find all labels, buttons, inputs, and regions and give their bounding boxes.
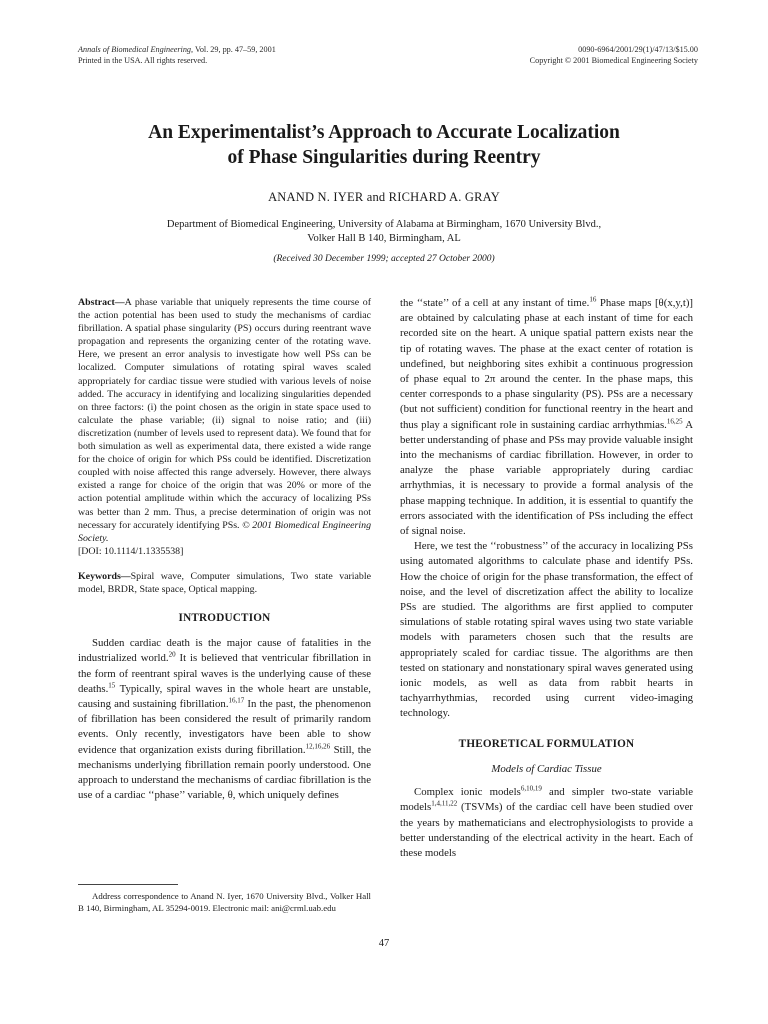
citation: 20 <box>168 650 176 659</box>
running-header-left <box>78 44 408 66</box>
section-heading-theoretical: THEORETICAL FORMULATION <box>458 737 635 750</box>
keywords-label: Keywords— <box>78 570 131 582</box>
text-run: the ‘‘state’’ of a cell at any instant of time. <box>400 297 590 309</box>
volume-info: Vol. 29, pp. 47–59, 2001 <box>194 45 276 54</box>
doi: [DOI: 10.1114/1.1335538] <box>78 545 184 557</box>
page-number: 47 <box>378 938 390 949</box>
right-column <box>400 296 693 861</box>
text-run: Typically, spiral waves in the whole heart are unstable, causing and sustaining fibrillation. <box>78 682 371 711</box>
abstract-label: Abstract— <box>78 297 125 308</box>
text-run: Phase maps [θ(x,y,t)] are obtained by calculating phase at each instant of time for each recorded site on the heart. A unique spatial pattern exists near the tip of rotating waves. The phase at the exact center of rotation is undefined, but neighboring sites exhibit a continuous progression of phase equal to 2π around the center. In the phase maps, this center corresponds to a phase singularity (PS). PSs are a necessary (but not sufficient) condition for functional reentry in the heart and thus play a significant role in sustaining cardiac arrhythmias. <box>400 297 694 431</box>
citation: 1,4,11,22 <box>431 799 458 808</box>
title-line-2: of Phase Singularities during Reentry <box>227 147 541 168</box>
abstract <box>78 296 371 558</box>
text-run: (TSVMs) of the cardiac cell have been studied over the years by mathematicians and electrophysiologists to provide a better understanding of the electrical activity in the heart. Each of these models <box>400 801 693 859</box>
received-dates: (Received 30 December 1999; accepted 27 October 2000) <box>273 254 495 264</box>
body-paragraph: Here, we test the ‘‘robustness’’ of the accuracy in localizing PSs using automated algorithms to calculate phase and identify PSs. How the choice of origin for the phase transformation, the effect of noise, and the level of discretization affect the ability to localize PSs are studied. The algorithms are first applied to computer simulations of stable rotating spiral waves using two state variable models with parameters chosen such that the results are appropriately scaled for cardiac tissue. The algorithms are then tested on stationary and nonstationary spiral waves generated using ionic models, as well as data from rabbit hearts in tachyarrhythmias, recorded using current video-imaging technology. <box>400 540 693 720</box>
abstract-copyright: © 2001 Biomedical Engineering Society. <box>78 519 372 544</box>
text-run: and simpler two-state variable models <box>400 786 694 814</box>
issn-code: 0090-6964/2001/29(1)/47/13/$15.00 <box>578 45 698 54</box>
abstract-text: A phase variable that uniquely represents the time course of the action potential has been used to study the mechanisms of cardiac fibrillation. A spatial phase singularity (PS) occurs during reentrant wave propagation and represents the organizing center of the rotating wave. Here, we present an error analysis to investigate how well PSs can be localized. Computer simulations of rotating spiral waves scaled appropriately for cardiac tissue were studied with various levels of noise added. The accuracy in identifying and localizing singularities depended on three factors: (i) the point chosen as the origin in state space used to calculate the phase variable; (ii) signal to noise ratio; and (iii) discretization (number of levels used to represent data). We found that for both simulation as well as experimental data, there existed a wide range for the choice of origin for which PSs could be identified. Discretization coupled with noise affected this range adversely. However, there always existed a range for choice of the origin that was 20% or more of the action potential amplitude within which the accuracy of localizing PSs was better than 2 mm. Thus, a precise determination of origin was not necessary for accurately identifying PSs. <box>78 297 371 531</box>
title-line-1: An Experimentalist’s Approach to Accurate Localization <box>148 122 620 143</box>
printed-note: Printed in the USA. All rights reserved. <box>78 56 208 65</box>
affiliation-line-1: Department of Biomedical Engineering, University of Alabama at Birmingham, 1670 University Blvd., <box>166 219 602 230</box>
header-copyright: Copyright © 2001 Biomedical Engineering Society <box>529 56 698 65</box>
text-run: Sudden cardiac death is the major cause of fatalities in the industrialized world. <box>78 637 371 665</box>
text-run: It is believed that ventricular fibrillation in the form of reentrant spiral waves is the underlying cause of these deaths. <box>78 652 371 695</box>
section-heading-introduction: INTRODUCTION <box>178 612 271 625</box>
text-run: Still, the mechanisms underlying fibrillation remain poorly understood. One approach to understand the mechanisms of cardiac fibrillation is the use of a cardiac ‘‘phase’’ variable, θ, which uniquely defines <box>78 743 371 802</box>
affiliation-line-2: Volker Hall B 140, Birmingham, AL <box>307 233 461 244</box>
keywords <box>78 570 371 596</box>
correspondence-footnote: Address correspondence to Anand N. Iyer, 1670 University Blvd., Volker Hall B 140, Birmingham, AL 35294-0019. Electronic mail: ani@crml.uab.edu <box>78 891 371 914</box>
text-run: In the past, the phenomenon of fibrillation has been considered the result of primarily random events. Only recently, investigators have been able to show evidence that organization exists during fibrillation. <box>78 698 371 756</box>
affiliation <box>120 218 648 246</box>
citation: 16,17 <box>228 696 245 705</box>
intro-paragraph <box>78 636 371 803</box>
body-paragraph <box>400 785 693 861</box>
paper-title <box>60 120 708 170</box>
citation: 12,16,26 <box>305 742 331 751</box>
body-paragraph <box>400 296 693 539</box>
citation: 16 <box>589 295 597 304</box>
keywords-text: Spiral wave, Computer simulations, Two state variable model, BRDR, State space, Optical mapping. <box>78 570 371 595</box>
running-header-right <box>398 44 698 66</box>
subsection-heading: Models of Cardiac Tissue <box>491 762 602 775</box>
text-run: A better understanding of phase and PSs may provide valuable insight into the mechanisms of cardiac fibrillation. However, in order to analyze the phase variable appropriately during cardiac arrhythmias, it is necessary to provide a formal analysis of the phase mapping technique. In addition, it is essential to quantify the errors associated with the identification of PSs including the effect of signal noise. <box>400 418 693 538</box>
journal-name: Annals of Biomedical Engineering, <box>78 45 194 54</box>
left-column <box>78 296 371 804</box>
citation: 15 <box>108 681 116 690</box>
citation: 16,25 <box>666 417 683 426</box>
footnote-rule <box>78 884 178 885</box>
citation: 6,10,19 <box>520 784 542 793</box>
author-names: ANAND N. IYER and RICHARD A. GRAY <box>268 190 500 204</box>
text-run: Complex ionic models <box>414 786 521 799</box>
